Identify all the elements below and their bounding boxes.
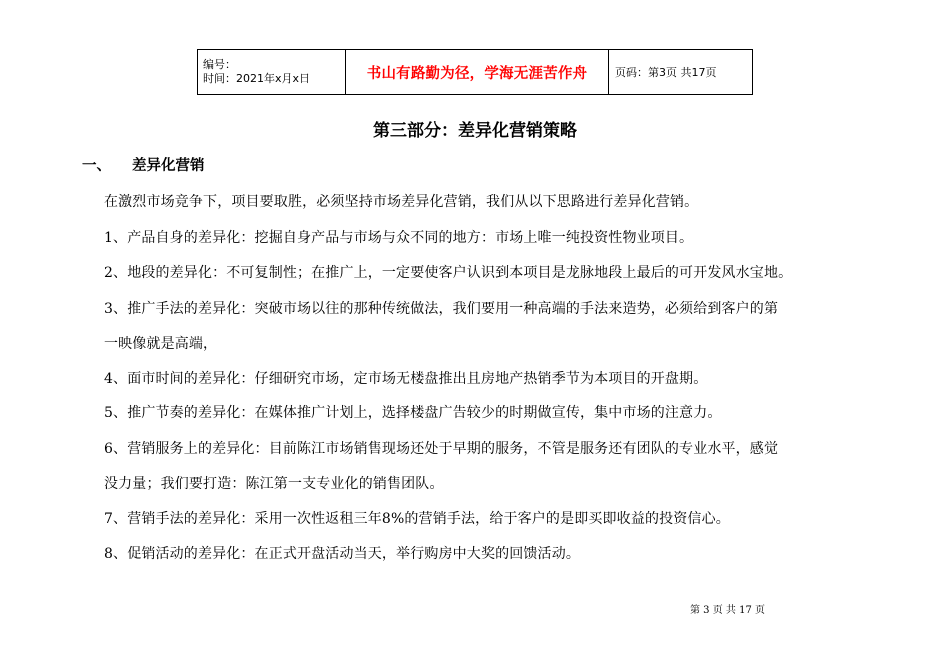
header-meta-cell [198, 50, 346, 95]
paragraph-3-line-1: 3、推广手法的差异化：突破市场以往的那种传统做法，我们要用一种高端的手法来造势，必须给到客户的第 [104, 301, 779, 317]
paragraph-7: 7、营销手法的差异化：采用一次性返租三年8%的营销手法，给于客户的是即买即收益的投资信心。 [104, 511, 730, 527]
paragraph-1: 1、产品自身的差异化：挖掘自身产品与市场与众不同的地方：市场上唯一纯投资性物业项目。 [104, 230, 694, 246]
page-title: 第三部分：差异化营销策略 [373, 121, 577, 141]
date-label: 时间：2021年x月x日 [203, 72, 311, 85]
paragraph-6-line-1: 6、营销服务上的差异化：目前陈江市场销售现场还处于早期的服务，不管是服务还有团队的专业水平，感觉 [104, 441, 779, 457]
paragraph-2: 2、地段的差异化：不可复制性；在推广上，一定要使客户认识到本项目是龙脉地段上最后的可开发风水宝地。 [104, 265, 793, 281]
section-title: 差异化营销 [132, 158, 205, 174]
paragraph-3-line-2: 一映像就是高端， [104, 336, 218, 352]
paragraph-8: 8、促销活动的差异化：在正式开盘活动当天，举行购房中大奖的回馈活动。 [104, 546, 581, 562]
paragraph-4: 4、面市时间的差异化：仔细研究市场，定市场无楼盘推出且房地产热销季节为本项目的开盘期。 [104, 371, 708, 387]
header-motto: 书山有路勤为径，学海无涯苦作舟 [346, 50, 609, 95]
page-footer: 第 3 页 共 17 页 [690, 605, 765, 616]
paragraph-5: 5、推广节奏的差异化：在媒体推广计划上，选择楼盘广告较少的时期做宣传，集中市场的注意力。 [104, 405, 722, 421]
intro-paragraph: 在激烈市场竞争下，项目要取胜，必须坚持市场差异化营销，我们从以下思路进行差异化营销。 [104, 194, 699, 210]
header-page-code: 页码：第3页 共17页 [609, 50, 753, 95]
serial-number-label: 编号： [203, 58, 236, 71]
section-number: 一、 [82, 158, 111, 174]
document-header-table [197, 49, 753, 95]
paragraph-6-line-2: 没力量；我们要打造：陈江第一支专业化的销售团队。 [104, 476, 444, 492]
section-heading [82, 157, 205, 175]
